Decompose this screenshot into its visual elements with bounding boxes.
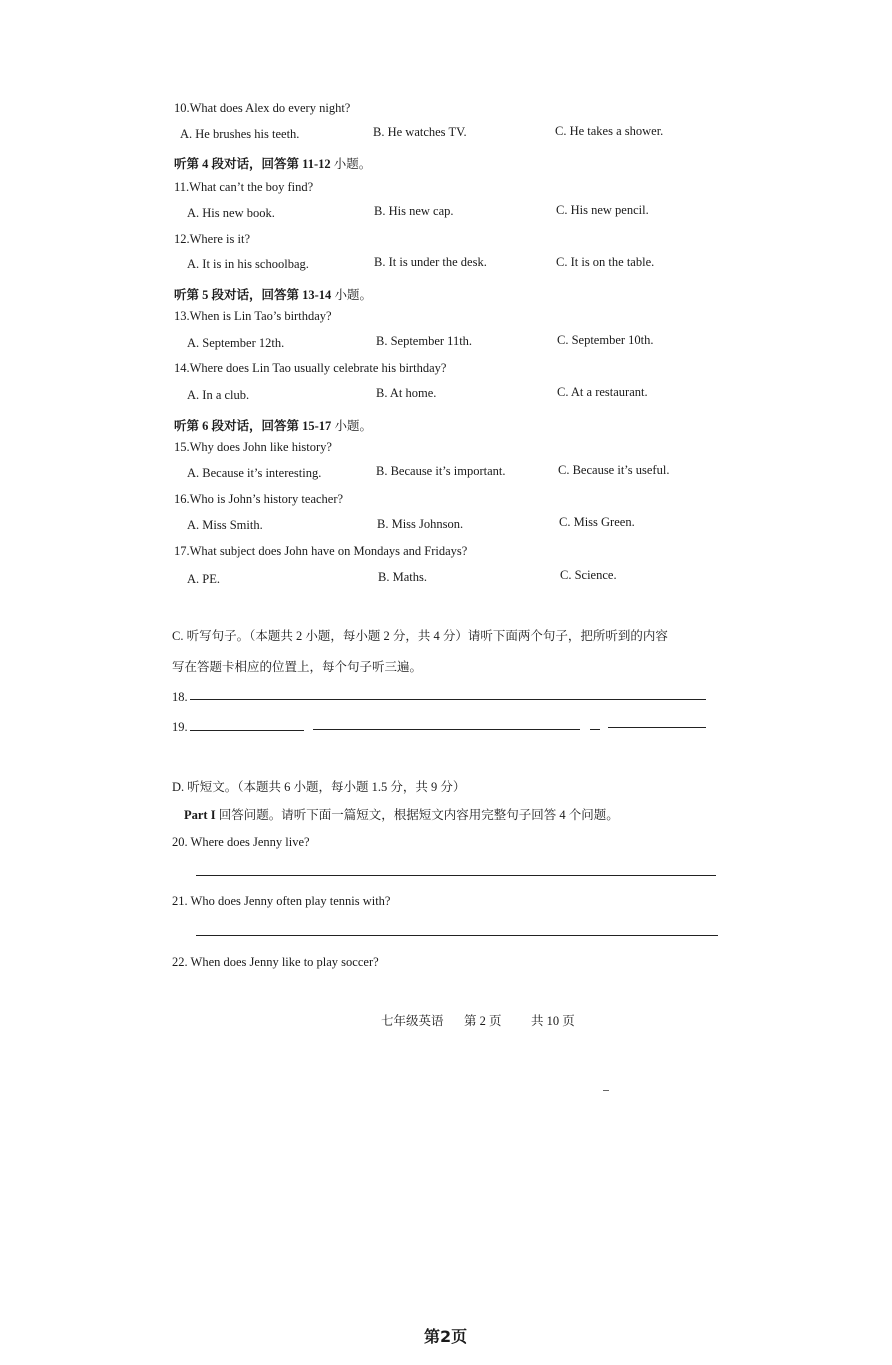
question-12: 12.Where is it?: [174, 232, 251, 246]
q11-option-c: C. His new pencil.: [556, 203, 649, 217]
section-d-header: D. 听短文。（本题共 6 小题，每小题 1.5 分，共 9 分）: [172, 780, 466, 794]
q12-option-c: C. It is on the table.: [556, 255, 655, 269]
q13-option-a: A. September 12th.: [187, 336, 285, 350]
question-21: 21. Who does Jenny often play tennis with?: [172, 894, 391, 908]
q12-option-a: A. It is in his schoolbag.: [187, 257, 309, 271]
answer-line-20[interactable]: [196, 875, 716, 876]
item-18-number: 18.: [172, 690, 188, 704]
part1-label: Part I: [184, 808, 216, 822]
q14-option-b: B. At home.: [376, 386, 437, 400]
q16-option-c: C. Miss Green.: [559, 515, 635, 529]
q10-option-b: B. He watches TV.: [373, 125, 467, 139]
question-20: 20. Where does Jenny live?: [172, 835, 310, 849]
part1-text: 回答问题。请听下面一篇短文，根据短文内容用完整句子回答 4 个问题。: [215, 808, 619, 822]
section-c-instructions-line1: C. 听写句子。（本题共 2 小题，每小题 2 分，共 4 分）请听下面两个句子，把所听到的内容: [172, 629, 668, 643]
q12-option-b: B. It is under the desk.: [374, 255, 487, 269]
q17-option-c: C. Science.: [560, 568, 617, 582]
q10-option-c: C. He takes a shower.: [555, 124, 664, 138]
question-17: 17.What subject does John have on Mondays and Fridays?: [174, 544, 468, 558]
question-16: 16.Who is John’s history teacher?: [174, 492, 344, 506]
page-label: 第2页: [424, 1327, 468, 1346]
q11-option-b: B. His new cap.: [374, 204, 454, 218]
answer-line-19-part3[interactable]: [590, 729, 600, 730]
footer-total-pages: 共 10 页: [531, 1014, 575, 1028]
q11-option-a: A. His new book.: [187, 206, 275, 220]
q17-option-a: A. PE.: [187, 572, 220, 586]
section-6-header: 听第 6 段对话，回答第 15-17 小题。: [174, 419, 372, 433]
section-d-part1-instructions: [184, 805, 619, 823]
question-22: 22. When does Jenny like to play soccer?: [172, 955, 379, 969]
section-4-header: 听第 4 段对话，回答第 11-12 小题。: [174, 157, 372, 171]
question-15: 15.Why does John like history?: [174, 440, 332, 454]
q13-option-b: B. September 11th.: [376, 334, 473, 348]
q17-option-b: B. Maths.: [378, 570, 427, 584]
q15-option-c: C. Because it’s useful.: [558, 463, 670, 477]
q16-option-a: A. Miss Smith.: [187, 518, 263, 532]
answer-line-21[interactable]: [196, 935, 718, 936]
answer-line-19-part4[interactable]: [608, 727, 706, 728]
footer-subject: 七年级英语: [381, 1014, 444, 1028]
question-10: 10.What does Alex do every night?: [174, 101, 351, 115]
question-11: 11.What can’t the boy find?: [174, 180, 314, 194]
q10-option-a: A. He brushes his teeth.: [180, 127, 300, 141]
footer-page-number: 第 2 页: [464, 1014, 502, 1028]
q13-option-c: C. September 10th.: [557, 333, 654, 347]
q16-option-b: B. Miss Johnson.: [377, 517, 464, 531]
scan-mark: [603, 1090, 609, 1091]
section-5-header: 听第 5 段对话，回答第 13-14 小题。: [174, 288, 372, 302]
q15-option-a: A. Because it’s interesting.: [187, 466, 322, 480]
answer-line-18[interactable]: [190, 699, 706, 700]
question-13: 13.When is Lin Tao’s birthday?: [174, 309, 332, 323]
answer-line-19-part2[interactable]: [313, 729, 580, 730]
q15-option-b: B. Because it’s important.: [376, 464, 506, 478]
question-14: 14.Where does Lin Tao usually celebrate his birthday?: [174, 361, 447, 375]
q14-option-a: A. In a club.: [187, 388, 250, 402]
answer-line-19-part1[interactable]: [190, 730, 304, 731]
section-c-instructions-line2: 写在答题卡相应的位置上，每个句子听三遍。: [172, 660, 423, 674]
item-19-number: 19.: [172, 720, 188, 734]
q14-option-c: C. At a restaurant.: [557, 385, 648, 399]
